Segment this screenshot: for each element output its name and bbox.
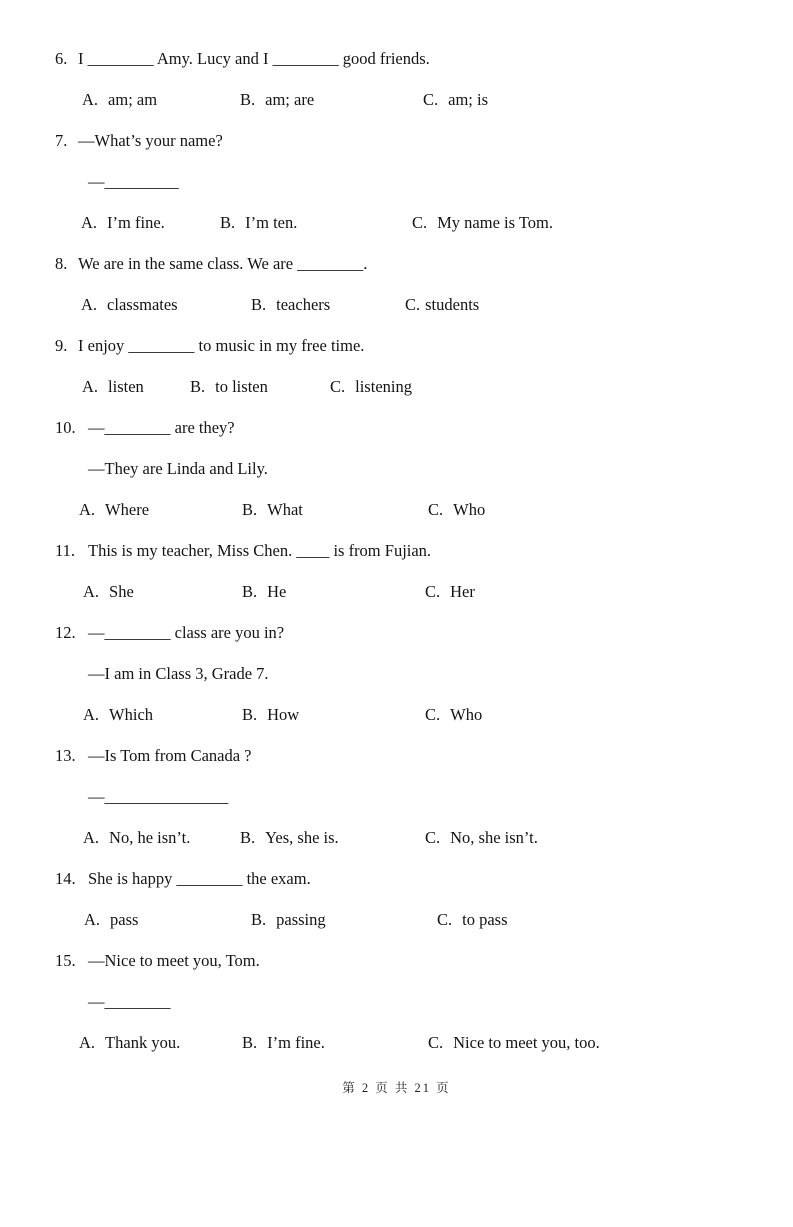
- question-7: [0, 120, 793, 243]
- question-14: [0, 858, 793, 940]
- question-text: I enjoy ________ to music in my free time.: [78, 336, 365, 355]
- option-text: am; am: [108, 90, 158, 109]
- option-letter: A.: [81, 295, 98, 314]
- option-text: No, she isn’t.: [450, 828, 538, 847]
- option-letter: B.: [251, 910, 267, 929]
- option-b: [242, 1022, 325, 1063]
- question-11: [0, 530, 793, 612]
- option-c: [425, 571, 475, 612]
- option-b: [242, 489, 303, 530]
- option-text: I’m fine.: [267, 1033, 325, 1052]
- option-text: She: [109, 582, 134, 601]
- question-15-stem-line: [0, 940, 793, 981]
- option-text: He: [267, 582, 287, 601]
- option-text: classmates: [107, 295, 178, 314]
- question-text: We are in the same class. We are ________.: [78, 254, 368, 273]
- question-7-stem-line: [0, 120, 793, 161]
- question-number: 14.: [55, 869, 76, 888]
- question-number: 7.: [55, 131, 68, 150]
- question-text: This is my teacher, Miss Chen. ____ is from Fujian.: [88, 541, 432, 560]
- question-13-options-row: [0, 817, 793, 858]
- question-9-options-row: [0, 366, 793, 407]
- option-a: [84, 899, 138, 940]
- question-11-stem-line: [0, 530, 793, 571]
- question-9: [0, 325, 793, 407]
- option-text: How: [267, 705, 300, 724]
- question-15: [0, 940, 793, 1063]
- option-text: I’m fine.: [107, 213, 165, 232]
- question-number: 10.: [55, 418, 76, 437]
- option-a: [83, 694, 153, 735]
- option-letter: A.: [81, 213, 98, 232]
- option-c: [428, 1022, 600, 1063]
- question-15-options-row: [0, 1022, 793, 1063]
- question-text: —Nice to meet you, Tom.: [88, 951, 260, 970]
- option-letter: C.: [425, 705, 441, 724]
- option-b: [220, 202, 297, 243]
- option-b: [190, 366, 268, 407]
- question-7-reply-line: —_________: [88, 172, 179, 191]
- option-text: I’m ten.: [245, 213, 298, 232]
- option-a: [82, 366, 144, 407]
- question-12-stem-line: [0, 612, 793, 653]
- question-13: [0, 735, 793, 858]
- option-b: [240, 817, 339, 858]
- question-12: [0, 612, 793, 735]
- option-text: Where: [105, 500, 150, 519]
- question-text: —Is Tom from Canada ?: [88, 746, 252, 765]
- option-letter: B.: [220, 213, 236, 232]
- option-letter: A.: [82, 90, 99, 109]
- question-15-reply-line: —________: [88, 992, 171, 1011]
- option-letter: B.: [240, 828, 256, 847]
- option-a: [81, 202, 165, 243]
- option-letter: A.: [84, 910, 101, 929]
- question-number: 6.: [55, 49, 68, 68]
- option-text: Which: [109, 705, 154, 724]
- question-14-options-row: [0, 899, 793, 940]
- option-letter: A.: [83, 828, 100, 847]
- question-10-stem-line: [0, 407, 793, 448]
- question-number: 9.: [55, 336, 68, 355]
- option-letter: C.: [425, 582, 441, 601]
- option-letter: A.: [79, 1033, 96, 1052]
- option-a: [83, 571, 134, 612]
- option-text: am; are: [265, 90, 315, 109]
- option-text: Nice to meet you, too.: [453, 1033, 600, 1052]
- option-letter: C.: [428, 1033, 444, 1052]
- question-text: —________ are they?: [88, 418, 235, 437]
- question-12-options-row: [0, 694, 793, 735]
- option-letter: C.: [330, 377, 346, 396]
- option-text: pass: [110, 910, 139, 929]
- option-c: [330, 366, 412, 407]
- question-6-stem-line: [0, 38, 793, 79]
- option-text: Who: [453, 500, 486, 519]
- question-8-options-row: [0, 284, 793, 325]
- exam-body: [0, 38, 793, 1063]
- option-letter: A.: [82, 377, 99, 396]
- question-6: [0, 38, 793, 120]
- option-c: [425, 817, 538, 858]
- option-letter: B.: [242, 582, 258, 601]
- question-number: 12.: [55, 623, 76, 642]
- option-c: [425, 694, 482, 735]
- option-text: No, he isn’t.: [109, 828, 191, 847]
- option-letter: C.: [412, 213, 428, 232]
- option-letter: B.: [251, 295, 267, 314]
- option-text: listen: [108, 377, 144, 396]
- question-10-options-row: [0, 489, 793, 530]
- question-text: —________ class are you in?: [88, 623, 285, 642]
- option-letter: B.: [242, 500, 258, 519]
- question-6-options-row: [0, 79, 793, 120]
- question-number: 15.: [55, 951, 76, 970]
- option-b: [242, 694, 299, 735]
- question-13-reply-line: —_______________: [88, 787, 229, 806]
- option-text: to listen: [215, 377, 268, 396]
- option-a: [83, 817, 190, 858]
- option-a: [79, 489, 149, 530]
- option-c: [405, 284, 479, 325]
- option-text: Her: [450, 582, 475, 601]
- option-a: [79, 1022, 180, 1063]
- question-12-reply-line: —I am in Class 3, Grade 7.: [88, 664, 269, 683]
- question-7-options-row: [0, 202, 793, 243]
- question-9-stem-line: [0, 325, 793, 366]
- question-10: [0, 407, 793, 530]
- page-footer: 第 2 页 共 21 页: [342, 1081, 451, 1095]
- question-11-options-row: [0, 571, 793, 612]
- option-letter: A.: [83, 705, 100, 724]
- option-letter: C.: [423, 90, 439, 109]
- option-letter: C.: [425, 828, 441, 847]
- question-number: 8.: [55, 254, 68, 273]
- option-c: [437, 899, 508, 940]
- option-text: teachers: [276, 295, 331, 314]
- option-letter: A.: [83, 582, 100, 601]
- option-letter: A.: [79, 500, 96, 519]
- option-text: What: [267, 500, 303, 519]
- option-text: Yes, she is.: [265, 828, 339, 847]
- option-c: [412, 202, 553, 243]
- option-a: [81, 284, 178, 325]
- option-text: Thank you.: [105, 1033, 181, 1052]
- option-letter: B.: [242, 705, 258, 724]
- option-text: students: [425, 295, 480, 314]
- question-8: [0, 243, 793, 325]
- question-text: —What’s your name?: [78, 131, 223, 150]
- option-text: am; is: [448, 90, 489, 109]
- question-13-stem-line: [0, 735, 793, 776]
- question-14-stem-line: [0, 858, 793, 899]
- option-text: listening: [355, 377, 412, 396]
- option-b: [251, 899, 326, 940]
- option-letter: B.: [190, 377, 206, 396]
- option-c: [423, 79, 488, 120]
- option-letter: C.: [405, 295, 421, 314]
- option-c: [428, 489, 485, 530]
- option-text: Who: [450, 705, 483, 724]
- option-text: to pass: [462, 910, 508, 929]
- option-b: [242, 571, 286, 612]
- question-10-reply-line: —They are Linda and Lily.: [88, 459, 268, 478]
- question-number: 11.: [55, 541, 76, 560]
- option-a: [82, 79, 157, 120]
- option-b: [240, 79, 314, 120]
- question-text: She is happy ________ the exam.: [88, 869, 311, 888]
- option-text: My name is Tom.: [437, 213, 554, 232]
- option-letter: B.: [242, 1033, 258, 1052]
- option-letter: B.: [240, 90, 256, 109]
- option-letter: C.: [437, 910, 453, 929]
- option-text: passing: [276, 910, 326, 929]
- question-8-stem-line: [0, 243, 793, 284]
- option-b: [251, 284, 330, 325]
- option-letter: C.: [428, 500, 444, 519]
- question-number: 13.: [55, 746, 76, 765]
- question-text: I ________ Amy. Lucy and I ________ good friends.: [78, 49, 430, 68]
